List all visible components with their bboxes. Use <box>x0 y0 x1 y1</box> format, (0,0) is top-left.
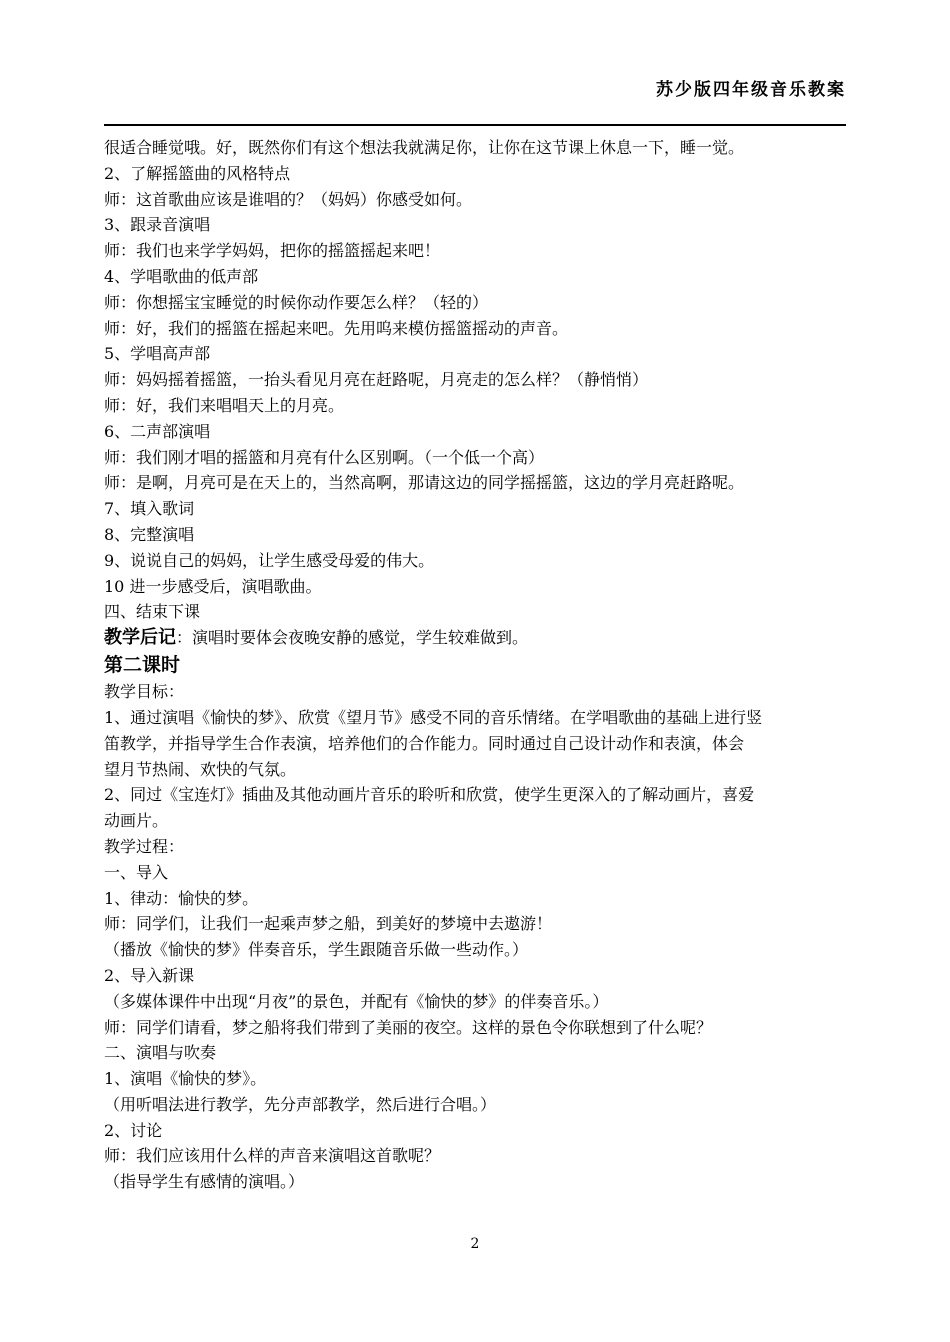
text-line: 二、演唱与吹奏 <box>104 1043 217 1063</box>
text-line: 4、学唱歌曲的低声部 <box>104 266 259 286</box>
text-line: 师：我们应该用什么样的声音来演唱这首歌呢？ <box>104 1146 441 1166</box>
text-line: 1、律动：愉快的梦。 <box>104 888 259 908</box>
text-line: 教学目标： <box>104 682 185 702</box>
text-line: 师：同学们，让我们一起乘声梦之船，到美好的梦境中去遨游！ <box>104 914 553 934</box>
text-line: 教学过程： <box>104 836 185 856</box>
text-line: 1、演唱《愉快的梦》。 <box>104 1069 267 1089</box>
text-line: 望月节热闹、欢快的气氛。 <box>104 759 297 779</box>
postscript-line <box>104 625 854 651</box>
text-line: 一、导入 <box>104 862 169 882</box>
page-number: 2 <box>470 1236 480 1252</box>
section-title: 第二课时 <box>104 654 181 677</box>
text-line: 5、学唱高声部 <box>104 344 211 364</box>
text-line: 8、完整演唱 <box>104 524 195 544</box>
text-line: 师：是啊，月亮可是在天上的，当然高啊，那请这边的同学摇摇篮，这边的学月亮赶路呢。 <box>104 473 745 493</box>
text-line: 很适合睡觉哦。好，既然你们有这个想法我就满足你，让你在这节课上休息一下，睡一觉。 <box>104 138 745 157</box>
text-line: 师：好，我们来唱唱天上的月亮。 <box>104 395 345 415</box>
text-line: 9、说说自己的妈妈，让学生感受母爱的伟大。 <box>104 550 435 570</box>
text-line: 2、讨论 <box>104 1120 163 1140</box>
header-divider <box>104 124 846 126</box>
text-line: 师：妈妈摇着摇篮，一抬头看见月亮在赶路呢，月亮走的怎么样？（静悄悄） <box>104 370 649 390</box>
text-line: （指导学生有感情的演唱。） <box>104 1172 305 1192</box>
text-line: 2、导入新课 <box>104 965 195 985</box>
text-line: 师：我们刚才唱的摇篮和月亮有什么区别啊。（一个低一个高） <box>104 447 545 467</box>
text-line: 四、结束下课 <box>104 602 201 622</box>
postscript-text: ：演唱时要体会夜晚安静的感觉，学生较难做到。 <box>176 628 529 648</box>
text-line: 1、通过演唱《愉快的梦》、欣赏《望月节》感受不同的音乐情绪。在学唱歌曲的基础上进行竖 <box>104 707 763 727</box>
text-line: 10 进一步感受后，演唱歌曲。 <box>104 576 322 596</box>
text-line: （播放《愉快的梦》伴奏音乐，学生跟随音乐做一些动作。） <box>104 940 529 960</box>
text-line: （多媒体课件中出现“月夜”的景色，并配有《愉快的梦》的伴奏音乐。） <box>104 991 609 1011</box>
text-line: 师：这首歌曲应该是谁唱的？（妈妈）你感受如何。 <box>104 189 473 209</box>
text-line: 7、填入歌词 <box>104 499 195 519</box>
text-line: （用听唱法进行教学，先分声部教学，然后进行合唱。） <box>104 1094 497 1114</box>
text-line: 3、跟录音演唱 <box>104 215 211 235</box>
page-header-title: 苏少版四年级音乐教案 <box>656 80 846 100</box>
text-line: 6、二声部演唱 <box>104 421 211 441</box>
text-line: 动画片。 <box>104 811 169 831</box>
postscript-label: 教学后记 <box>104 627 176 649</box>
text-line: 师：我们也来学学妈妈，把你的摇篮摇起来吧！ <box>104 241 441 261</box>
text-line: 笛教学，并指导学生合作表演，培养他们的合作能力。同时通过自己设计动作和表演，体会 <box>104 733 745 753</box>
text-line: 2、同过《宝连灯》插曲及其他动画片音乐的聆听和欣赏，使学生更深入的了解动画片，喜爱 <box>104 785 755 805</box>
text-line: 师：好，我们的摇篮在摇起来吧。先用呜来模仿摇篮摇动的声音。 <box>104 318 569 338</box>
document-body <box>104 135 854 1195</box>
text-line: 2、了解摇篮曲的风格特点 <box>104 163 291 183</box>
text-line: 师：同学们请看，梦之船将我们带到了美丽的夜空。这样的景色令你联想到了什么呢？ <box>104 1017 713 1037</box>
text-line: 师：你想摇宝宝睡觉的时候你动作要怎么样？（轻的） <box>104 292 489 312</box>
